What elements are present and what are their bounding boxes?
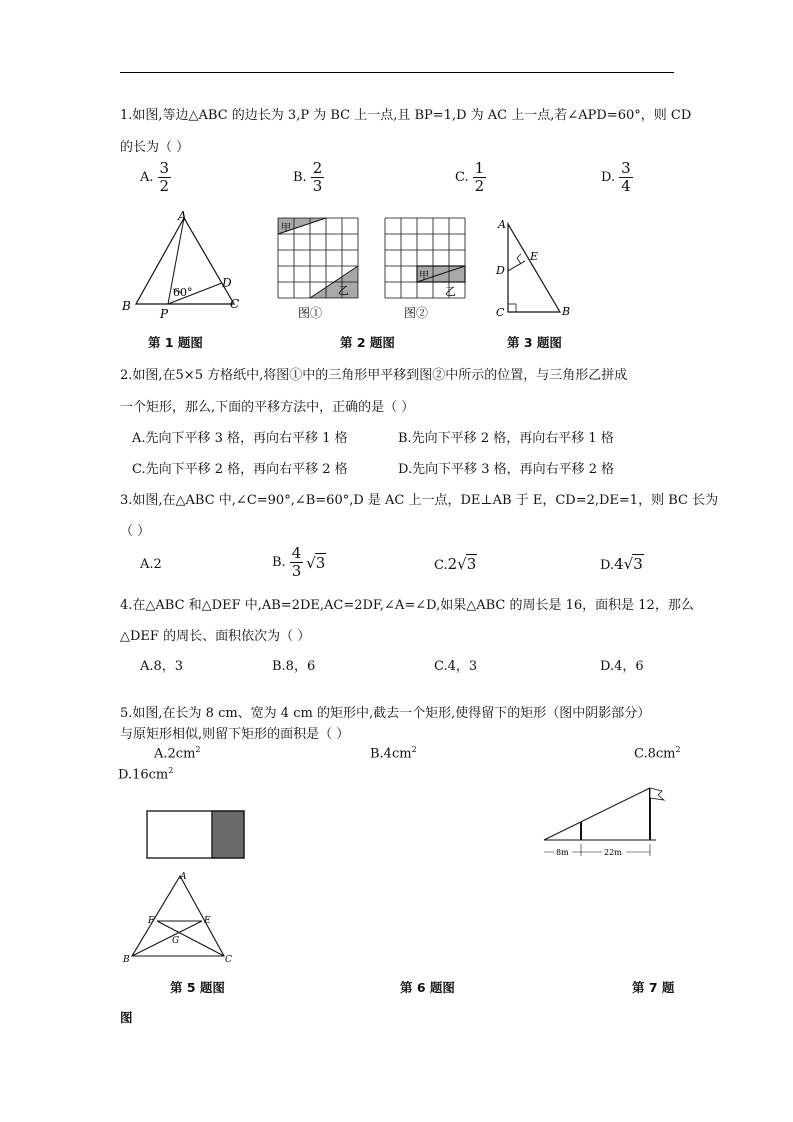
q5-option-b[interactable] (370, 745, 417, 761)
q1-option-c-num: 1 (474, 159, 485, 177)
q3-option-b-num: 4 (291, 544, 302, 562)
fig6-label-b: B (123, 955, 130, 965)
q1-text-line2: 的长为（ ） (120, 140, 190, 155)
q1-option-a-den: 2 (159, 177, 170, 195)
fig1-label-c: C (230, 297, 240, 311)
q5-option-b-val: B.4cm (370, 746, 412, 762)
q5-text-line1: 5.如图,在长为 8 cm、宽为 4 cm 的矩形中,截去一个矩形,使得留下的矩形（图中阴影部分） (120, 706, 651, 721)
q5-option-b-sup: 2 (411, 745, 417, 754)
q1-option-b-num: 2 (312, 159, 323, 177)
q5-option-a[interactable] (154, 745, 201, 761)
q4-text-line1: 4.在△ABC 和△DEF 中,AB=2DE,AC=2DF,∠A=∠D,如果△ABC 的周长是 16，面积是 12，那么 (120, 598, 694, 613)
q3-option-d[interactable]: D.4√3 (600, 555, 643, 573)
caption-fig3: 第 3 题图 (507, 335, 562, 350)
q3-option-a[interactable]: A.2 (140, 557, 162, 572)
fig7-shadow-diagram (540, 782, 670, 862)
q3-option-b-label: B. (272, 555, 286, 570)
q1-option-d-num: 3 (621, 159, 631, 177)
q4-option-b[interactable]: B.8，6 (272, 659, 316, 674)
q3-text-line2: （ ） (120, 524, 151, 539)
fig2-yi-2: 乙 (445, 285, 456, 298)
fig1-label-d: D (222, 276, 232, 290)
fig6-label-g: G (172, 936, 180, 946)
q5-option-d-val: D.16cm (118, 767, 169, 783)
header-rule (120, 72, 674, 73)
caption-fig5: 第 5 题图 (170, 980, 225, 995)
q5-option-a-val: A.2cm (154, 746, 196, 762)
q5-option-a-sup: 2 (195, 745, 201, 754)
q1-option-b[interactable] (293, 160, 324, 195)
q1-option-b-label: B. (293, 170, 307, 185)
fig2-caption-1: 图① (298, 306, 323, 320)
caption-fig1: 第 1 题图 (148, 335, 203, 350)
fig6-label-c: C (225, 955, 232, 965)
q4-text-line2: △DEF 的周长、面积依次为（ ） (120, 629, 311, 644)
q5-option-c[interactable] (634, 745, 681, 761)
fig2-jia-2: 甲 (419, 271, 429, 282)
q1-option-c-label: C. (455, 170, 469, 185)
fig6-label-e: E (204, 916, 211, 926)
q1-option-c[interactable] (455, 160, 486, 195)
caption-fig6: 第 6 题图 (400, 980, 455, 995)
q4-option-d[interactable]: D.4，6 (600, 659, 644, 674)
fig6-label-f: F (148, 916, 155, 926)
q1-option-d-label: D. (601, 170, 616, 185)
fig2-caption-2: 图② (404, 306, 429, 320)
q1-option-b-den: 3 (312, 177, 323, 195)
q5-option-c-val: C.8cm (634, 746, 676, 762)
caption-fig2: 第 2 题图 (340, 335, 395, 350)
fig1-label-a: A (178, 209, 187, 223)
fig2-jia-1: 甲 (281, 223, 291, 234)
q2-option-c[interactable]: C.先向下平移 2 格，再向右平移 2 格 (132, 462, 348, 477)
caption-fig7: 第 7 题 (632, 980, 675, 995)
q1-option-a-num: 3 (159, 159, 170, 177)
fig3-label-b: B (562, 305, 571, 318)
q5-option-d-sup: 2 (168, 766, 174, 775)
fig3-triangle (494, 216, 580, 322)
fig6-label-a: A (180, 872, 187, 882)
fig3-label-d: D (496, 264, 505, 277)
fig2-grid-1 (278, 218, 360, 300)
q1-option-d[interactable] (601, 160, 633, 195)
fig2-yi-1: 乙 (338, 284, 349, 297)
q2-option-a[interactable]: A.先向下平移 3 格，再向右平移 1 格 (132, 431, 348, 446)
q1-option-a-label: A. (140, 170, 154, 185)
fig2-grid-2 (385, 218, 467, 300)
fig5-rectangle (146, 810, 246, 860)
fig6-triangle (120, 870, 230, 966)
q3-option-c[interactable]: C.2√3 (434, 555, 477, 573)
q3-option-b-den: 3 (291, 562, 302, 580)
q1-option-d-den: 4 (621, 177, 631, 195)
fig3-label-a: A (498, 218, 506, 231)
q5-option-c-sup: 2 (675, 745, 681, 754)
q3-option-c-rad: 3 (466, 555, 477, 573)
q3-option-c-coef: 2 (447, 555, 458, 573)
q2-option-d[interactable]: D.先向下平移 3 格，再向右平移 2 格 (398, 462, 615, 477)
fig1-label-p: P (160, 307, 169, 321)
q2-text-line1: 2.如图,在5×5 方格纸中,将图①中的三角形甲平移到图②中所示的位置，与三角形乙拼成 (120, 368, 628, 383)
q1-text-line1: 1.如图,等边△ABC 的边长为 3,P 为 BC 上一点,且 BP=1,D 为 AC 上一点,若∠APD=60°，则 CD (120, 108, 692, 123)
q3-option-b[interactable]: B. $\frac{4}{3}$ √ 3 (272, 544, 326, 580)
q2-text-line2: 一个矩形，那么,下面的平移方法中，正确的是（ ） (120, 400, 415, 415)
fig3-label-c: C (496, 306, 505, 319)
q3-option-d-coef: 4 (614, 555, 624, 573)
fig1-triangle (118, 208, 258, 321)
q3-option-b-rad: 3 (315, 554, 326, 572)
q3-option-d-rad: 3 (633, 555, 643, 573)
q4-option-c[interactable]: C.4，3 (434, 659, 478, 674)
q4-option-a[interactable]: A.8，3 (140, 659, 184, 674)
q5-text-line2: 与原矩形相似,则留下矩形的面积是（ ） (120, 727, 350, 742)
fig3-label-e: E (530, 250, 539, 263)
q3-option-c-label: C. (434, 558, 448, 573)
fig7-dim-22m: 22m (604, 848, 622, 857)
caption-fig7-cont: 图 (120, 1010, 133, 1025)
fig1-angle-label: 60° (173, 286, 193, 299)
q3-text-line1: 3.如图,在△ABC 中,∠C=90°,∠B=60°,D 是 AC 上一点，DE⊥AB 于 E，CD=2,DE=1，则 BC 长为 (120, 493, 719, 508)
fig7-dim-8m: 8m (556, 848, 569, 857)
fig1-label-b: B (122, 299, 131, 313)
q3-option-d-label: D. (600, 558, 615, 573)
q2-option-b[interactable]: B.先向下平移 2 格，再向右平移 1 格 (398, 431, 614, 446)
q1-option-a[interactable] (140, 160, 171, 195)
q5-option-d[interactable] (118, 766, 173, 782)
q1-option-c-den: 2 (474, 177, 485, 195)
